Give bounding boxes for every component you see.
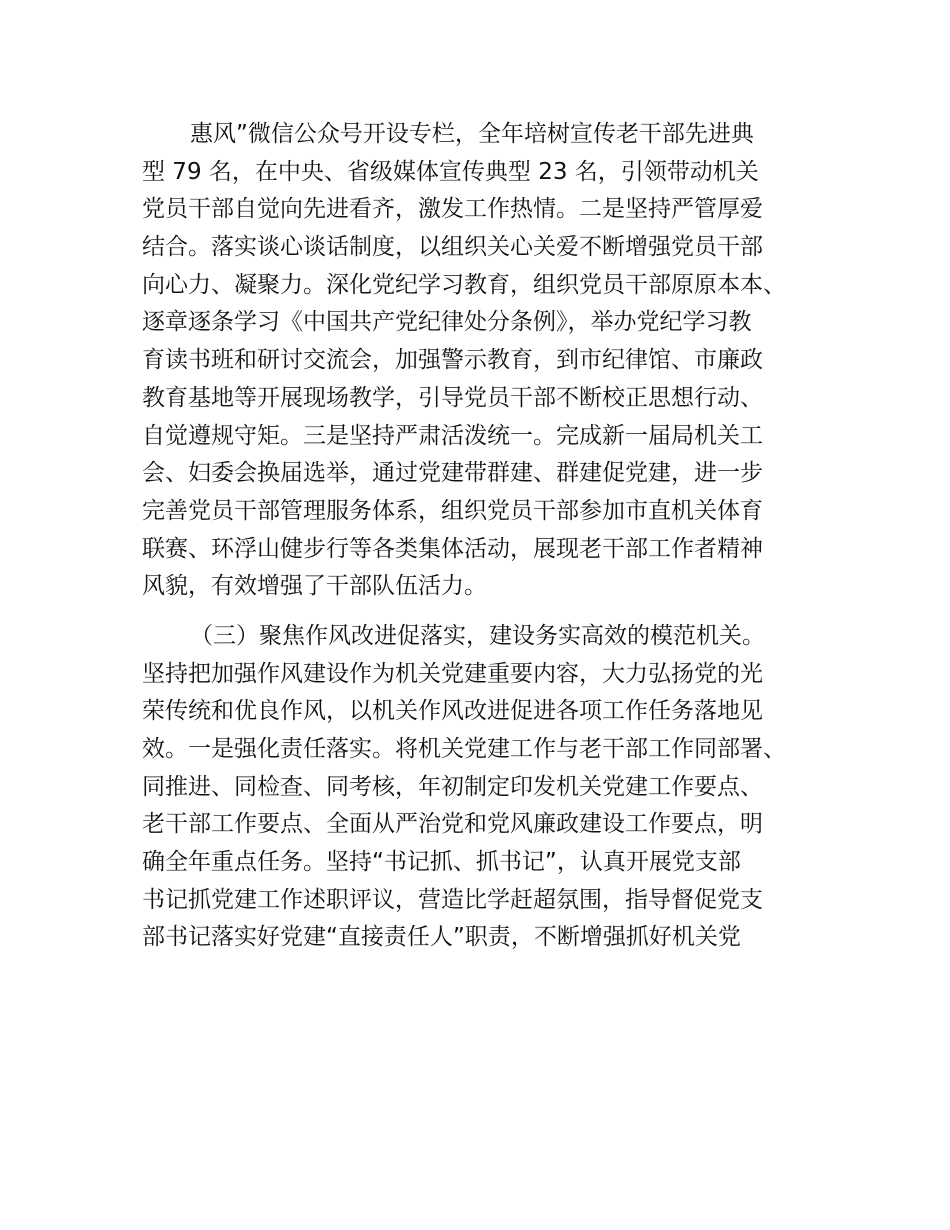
text-line: 会、妇委会换届选举，通过党建带群建、群建促党建，进一步 bbox=[142, 460, 763, 487]
text-line: 确全年重点任务。坚持“书记抓、抓书记”，认真开展党支部 bbox=[142, 849, 741, 876]
text-line: 党员干部自觉向先进看齐，激发工作热情。二是坚持严管厚爱 bbox=[142, 196, 763, 223]
text-line: 同推进、同检查、同考核，年初制定印发机关党建工作要点、 bbox=[142, 773, 763, 800]
paragraph-2 bbox=[142, 618, 832, 957]
document-body bbox=[142, 116, 832, 957]
section-heading-line: （三）聚焦作风改进促落实，建设务实高效的模范机关。 bbox=[190, 622, 765, 649]
text-line: 逐章逐条学习《中国共产党纪律处分条例》，举办党纪学习教 bbox=[142, 309, 752, 336]
text-line: 荣传统和优良作风，以机关作风改进促进各项工作任务落地见 bbox=[142, 698, 763, 725]
text-line: 老干部工作要点、全面从严治党和党风廉政建设工作要点，明 bbox=[142, 811, 763, 838]
text-line: 效。一是强化责任落实。将机关党建工作与老干部工作同部署、 bbox=[142, 736, 786, 762]
text-line: 结合。落实谈心谈话制度，以组织关心关爱不断增强党员干部 bbox=[142, 234, 763, 261]
text-line: 教育基地等开展现场教学，引导党员干部不断校正思想行动、 bbox=[142, 384, 763, 411]
text-line: 育读书班和研讨交流会，加强警示教育，到市纪律馆、市廉政 bbox=[142, 347, 763, 374]
text-line: 风貌，有效增强了干部队伍活力。 bbox=[142, 573, 487, 600]
paragraph-1 bbox=[142, 116, 832, 606]
text-line: 完善党员干部管理服务体系，组织党员干部参加市直机关体育 bbox=[142, 497, 763, 524]
text-line: 坚持把加强作风建设作为机关党建重要内容，大力弘扬党的光 bbox=[142, 660, 763, 687]
text-line: 联赛、环浮山健步行等各类集体活动，展现老干部工作者精神 bbox=[142, 535, 763, 562]
paragraph-spacer bbox=[142, 606, 832, 618]
text-line: 型 79 名，在中央、省级媒体宣传典型 23 名，引领带动机关 bbox=[142, 158, 759, 185]
text-line: 自觉遵规守矩。三是坚持严肃活泼统一。完成新一届局机关工 bbox=[142, 422, 763, 449]
text-line: 向心力、凝聚力。深化党纪学习教育，组织党员干部原原本本、 bbox=[142, 271, 786, 298]
text-line: 部书记落实好党建“直接责任人”职责，不断增强抓好机关党 bbox=[142, 924, 741, 951]
text-line: 书记抓党建工作述职评议，营造比学赶超氛围，指导督促党支 bbox=[142, 886, 763, 913]
text-line: 惠风”微信公众号开设专栏，全年培树宣传老干部先进典 bbox=[190, 121, 754, 147]
